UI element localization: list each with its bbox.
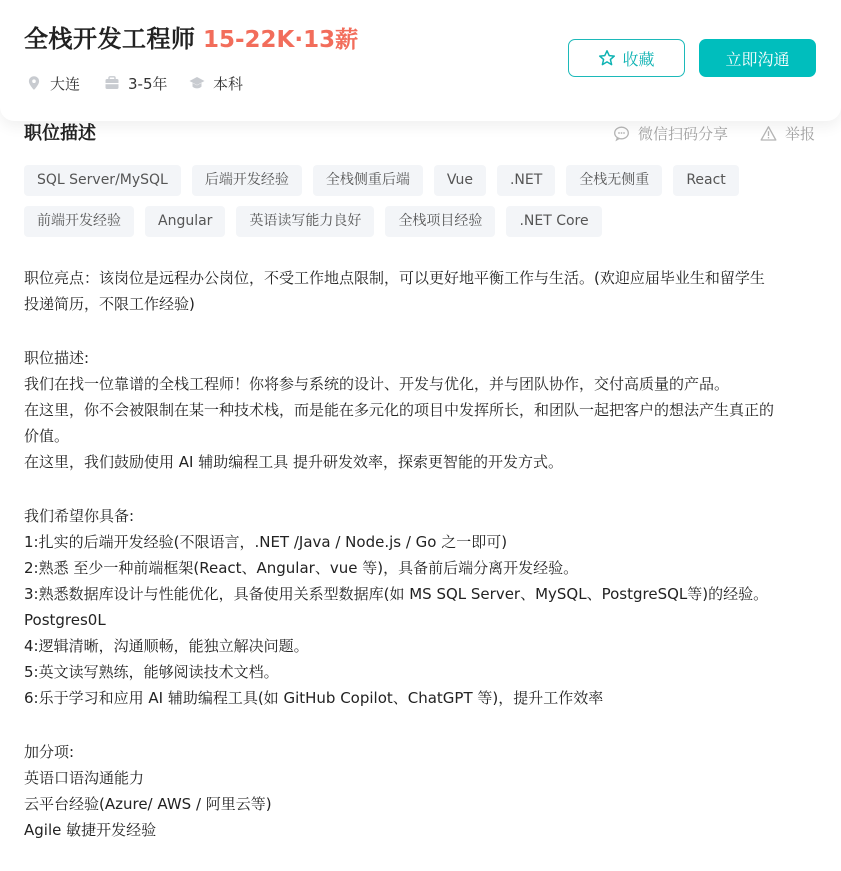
skill-tag: 英语读写能力良好 <box>236 206 374 237</box>
job-description <box>24 265 824 843</box>
description-line: 在这里，你不会被限制在某一种技术栈，而是能在多元化的项目中发挥所长，和团队一起把客户的想法产生真正的 <box>24 401 775 419</box>
job-location <box>26 71 80 95</box>
job-education <box>189 71 243 95</box>
description-line: 我们希望你具备: <box>24 507 135 525</box>
star-icon <box>598 49 616 67</box>
favorite-button[interactable] <box>568 39 685 77</box>
job-header-card <box>0 0 841 121</box>
description-line: Agile 敏捷开发经验 <box>24 821 157 839</box>
description-line: 6:乐于学习和应用 AI 辅助编程工具(如 GitHub Copilot、ChatGPT 等)，提升工作效率 <box>24 689 604 707</box>
graduation-cap-icon <box>189 75 205 91</box>
skill-tag: Angular <box>145 206 225 237</box>
wechat-share-link[interactable] <box>613 123 728 144</box>
report-label: 举报 <box>785 125 816 143</box>
skill-tag: 全栈无侧重 <box>566 165 662 196</box>
job-location-text: 大连 <box>50 74 81 93</box>
description-line: 英语口语沟通能力 <box>24 769 145 787</box>
description-line: 2:熟悉 至少一种前端框架(React、Angular、vue 等)，具备前后端分离开发经验。 <box>24 559 579 577</box>
description-line: 在这里，我们鼓励使用 AI 辅助编程工具 提升研发效率，探索更智能的开发方式。 <box>24 453 563 471</box>
briefcase-icon <box>104 75 120 91</box>
description-line: 云平台经验(Azure/ AWS / 阿里云等) <box>24 795 272 813</box>
skill-tag: 全栈侧重后端 <box>313 165 423 196</box>
description-line: 1:扎实的后端开发经验(不限语言，.NET /Java / Node.js / Go 之一即可) <box>24 533 508 551</box>
skill-tag: 前端开发经验 <box>24 206 134 237</box>
description-line: 3:熟悉数据库设计与性能优化，具备使用关系型数据库(如 MS SQL Server、MySQL、PostgreSQL等)的经验。 <box>24 585 769 603</box>
skill-tag-row <box>24 165 804 196</box>
skill-tag-row <box>24 206 804 237</box>
chat-now-button-label: 立即沟通 <box>725 49 790 69</box>
skill-tags <box>24 165 804 247</box>
chat-now-button[interactable] <box>699 39 816 77</box>
skill-tag: 后端开发经验 <box>192 165 302 196</box>
warning-icon <box>760 125 777 142</box>
section-title: 职位描述 <box>24 123 96 144</box>
favorite-button-label: 收藏 <box>622 49 655 69</box>
description-line: 5:英文读写熟练，能够阅读技术文档。 <box>24 663 279 681</box>
description-line: 职位描述: <box>24 349 90 367</box>
description-blank-line <box>24 475 824 503</box>
skill-tag: 全栈项目经验 <box>385 206 495 237</box>
location-pin-icon <box>26 75 42 91</box>
description-line: 职位亮点：该岗位是远程办公岗位，不受工作地点限制，可以更好地平衡工作与生活。(欢迎应届毕业生和留学生 <box>24 269 765 287</box>
job-education-text: 本科 <box>213 74 244 93</box>
skill-tag: SQL Server/MySQL <box>24 165 181 196</box>
job-title: 全栈开发工程师 <box>24 25 196 53</box>
skill-tag: .NET <box>497 165 555 196</box>
skill-tag: Vue <box>434 165 486 196</box>
job-experience-text: 3-5年 <box>128 74 168 93</box>
wechat-icon <box>613 125 630 142</box>
description-line: 加分项: <box>24 743 75 761</box>
skill-tag: React <box>673 165 738 196</box>
skill-tag: .NET Core <box>506 206 601 237</box>
salary: 15-22K·13薪 <box>203 27 359 53</box>
description-blank-line <box>24 711 824 739</box>
description-blank-line <box>24 317 824 345</box>
description-line: 投递简历，不限工作经验) <box>24 295 195 313</box>
wechat-share-label: 微信扫码分享 <box>638 125 729 143</box>
description-line: 价值。 <box>24 427 70 445</box>
description-line: 我们在找一位靠谱的全栈工程师！你将参与系统的设计、开发与优化，并与团队协作，交付高质量的产品。 <box>24 375 730 393</box>
description-line: 4:逻辑清晰，沟通顺畅，能独立解决问题。 <box>24 637 309 655</box>
description-line: Postgres0L <box>24 611 106 629</box>
job-experience <box>104 71 168 95</box>
report-link[interactable] <box>760 123 815 144</box>
